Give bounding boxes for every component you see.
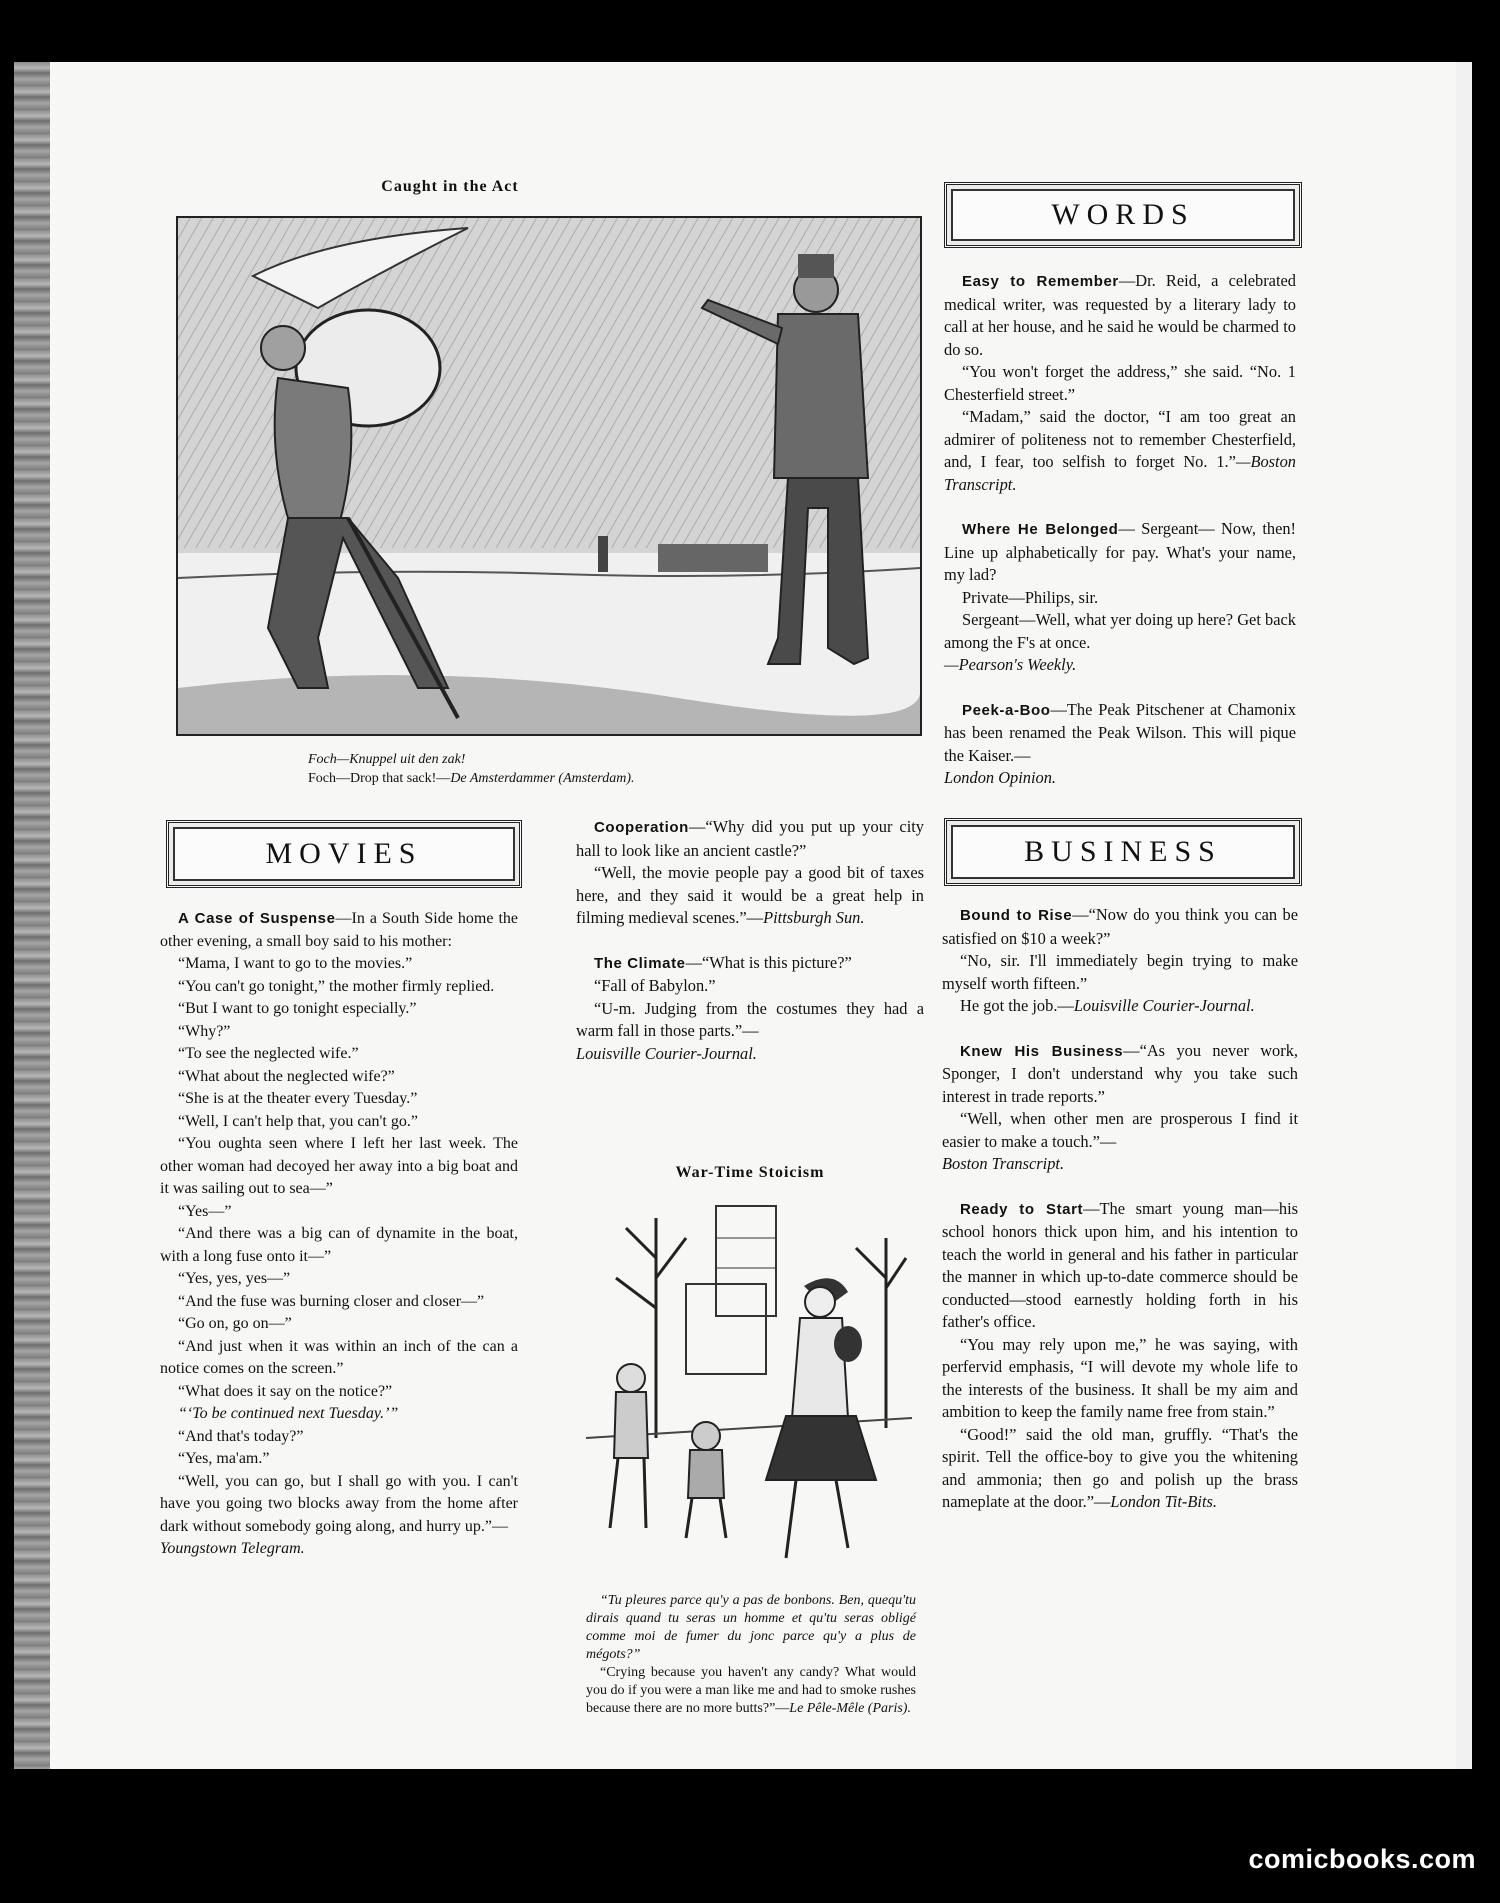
article-text: “Yes, ma'am.” xyxy=(178,1450,270,1467)
article-text: “No, sir. I'll immediately begin trying to make myself worth fifteen.” xyxy=(942,951,1298,993)
article-text: —The Peak Pitschener at Chamonix has been renamed the Peak Wilson. This will pique the Kaiser.— xyxy=(944,699,1296,765)
article-title: Where He Belonged xyxy=(962,521,1119,538)
article-title: Peek-a-Boo xyxy=(962,701,1051,719)
article-text: “Well, when other men are prosperous I find it easier to make a touch.”— xyxy=(942,1109,1298,1151)
page-edge-right xyxy=(1456,62,1472,1769)
article-text: “Well, you can go, but I shall go with you. I can't have you going two blocks away from the home after dark without somebody going along, and hurry up.”— xyxy=(160,1472,518,1535)
article-text: “Well, the movie people pay a good bit of taxes here, and they said it would be a great help in filming medieval scenes.”— xyxy=(576,863,924,927)
caption-english: Foch—Drop that sack!— xyxy=(308,771,451,786)
caption-french: “Tu pleures parce qu'y a pas de bonbons. Ben, quequ'tu dirais quand tu seras un homme et qu'tu seras obligé comme moi de fumer du jonc parce qu'y a plus de mégots?” xyxy=(586,1593,916,1662)
section-movies xyxy=(166,820,522,888)
caption-source: De Amsterdammer (Amsterdam). xyxy=(450,771,635,786)
article-text: “Go on, go on—” xyxy=(178,1315,292,1332)
article-text: “What about the neglected wife?” xyxy=(178,1067,395,1085)
article-source: Louisville Courier-Journal. xyxy=(1073,996,1255,1015)
cartoon-title: Caught in the Act xyxy=(381,178,519,195)
article-text: “And that's today?” xyxy=(178,1427,304,1445)
article-text: “Yes, yes, yes—” xyxy=(178,1270,291,1287)
article-text: “Why?” xyxy=(178,1022,231,1040)
article-text: — Sergeant— Now, then! Line up alphabetically for pay. What's your name, my lad? xyxy=(944,519,1296,584)
article-text: “But I want to go tonight especially.” xyxy=(178,1000,417,1017)
article-text: “You won't forget the address,” she said. “No. 1 Chesterfield street.” xyxy=(944,362,1296,404)
article-text: “To see the neglected wife.” xyxy=(178,1045,359,1062)
article-title: The Climate xyxy=(594,954,686,972)
article-source: —Pearson's Weekly. xyxy=(944,655,1077,674)
article-title: Easy to Remember xyxy=(962,273,1119,290)
article-text: He got the job.— xyxy=(960,996,1074,1015)
article-text: —“Now do you think you can be satisfied on $10 a week?” xyxy=(942,905,1298,948)
section-words xyxy=(944,182,1302,248)
cartoon-caught-in-the-act xyxy=(176,216,922,736)
article-text: —The smart young man—his school honors thick upon him, and his intention to teach the world in general and his father in particular the manner in which up-to-date commerce should be conducted—stood earnestly holding forth in his father's office. xyxy=(942,1198,1299,1331)
cartoon-illustration xyxy=(178,218,920,734)
article-text: “What does it say on the notice?” xyxy=(178,1382,393,1400)
article-title: Ready to Start xyxy=(960,1200,1084,1218)
article-text: —“As you never work, Sponger, I don't understand why you take such interest in trade reports.” xyxy=(942,1040,1298,1106)
article-text: —Dr. Reid, a celebrated medical writer, was requested by a literary lady to call at her house, and he said he would be charmed to do so. xyxy=(944,271,1296,359)
article-text: “Mama, I want to go to the movies.” xyxy=(178,955,413,972)
section-words-heading: WORDS xyxy=(1051,198,1195,231)
article-source: —Boston Transcript. xyxy=(944,452,1296,494)
book-spine-edge xyxy=(14,62,50,1769)
section-business xyxy=(944,818,1302,886)
article-source: London Tit-Bits. xyxy=(1110,1492,1217,1511)
article-text: “Madam,” said the doctor, “I am too great an admirer of politeness not to remember Chesterfield, and, I fear, too selfish to forget No. 1.” xyxy=(944,407,1296,471)
movies-column xyxy=(160,908,518,1561)
article-text: “Good!” said the old man, gruffly. “That's the spirit. Tell the office-boy to give you the whitening and ammonia; then go and polish up the brass nameplate at the door.”— xyxy=(942,1424,1298,1511)
article-text: Private—Philips, sir. xyxy=(962,587,1099,607)
section-business-heading: BUSINESS xyxy=(1024,835,1222,868)
article-text: “And there was a big can of dynamite in the boat, with a long fuse onto it—” xyxy=(160,1225,518,1265)
caption-dutch: Foch—Knuppel uit den zak! xyxy=(308,752,466,767)
magazine-page xyxy=(50,62,1456,1769)
article-text: “And the fuse was burning closer and closer—” xyxy=(178,1292,485,1310)
article-text: “Well, I can't help that, you can't go.” xyxy=(178,1112,418,1130)
article-source: Youngstown Telegram. xyxy=(160,1540,305,1557)
article-title: Bound to Rise xyxy=(960,907,1073,924)
article-source: Boston Transcript. xyxy=(942,1154,1065,1173)
business-column xyxy=(942,904,1298,1514)
article-text: “You oughta seen where I left her last week. The other woman had decoyed her away into a big boat and it was sailing out to sea—” xyxy=(160,1135,518,1197)
article-text: Sergeant—Well, what yer doing up here? Get back among the F's at once. xyxy=(944,610,1296,652)
caption-source: Le Pêle-Mêle (Paris). xyxy=(789,1701,911,1716)
cartoon-war-time-stoicism xyxy=(586,1198,912,1584)
article-text: “U-m. Judging from the costumes they had a warm fall in those parts.”— xyxy=(576,998,924,1040)
article-text: —“Why did you put up your city hall to look like an ancient castle?” xyxy=(576,817,924,860)
words-column xyxy=(944,270,1296,790)
article-text: “And just when it was within an inch of the can a notice comes on the screen.” xyxy=(160,1337,518,1377)
section-movies-heading: MOVIES xyxy=(265,837,423,870)
article-text: “She is at the theater every Tuesday.” xyxy=(178,1090,418,1107)
article-source: Louisville Courier-Journal. xyxy=(576,1043,757,1063)
article-source: London Opinion. xyxy=(944,768,1057,787)
caption-english: “Crying because you haven't any candy? What would you do if you were a man like me and had to smoke rushes because there are no more butts?”— xyxy=(586,1665,916,1716)
article-title: Cooperation xyxy=(594,819,689,836)
article-title: A Case of Suspense xyxy=(178,910,336,927)
article-text: —In a South Side home the other evening, a small boy said to his mother: xyxy=(160,910,518,950)
watermark-text: comicbooks.com xyxy=(1248,1844,1476,1874)
middle-column xyxy=(576,816,924,1065)
cartoon-illustration xyxy=(586,1198,912,1584)
cartoon-title: War-Time Stoicism xyxy=(675,1164,825,1181)
article-text: “‘To be continued next Tuesday.’” xyxy=(178,1405,399,1422)
article-title: Knew His Business xyxy=(960,1042,1124,1060)
cartoon2-caption xyxy=(586,1592,916,1718)
article-text: “Yes—” xyxy=(178,1202,232,1220)
article-text: “Fall of Babylon.” xyxy=(594,976,716,995)
article-text: —“What is this picture?” xyxy=(685,952,852,972)
article-text: “You can't go tonight,” the mother firmly replied. xyxy=(178,977,495,995)
article-text: “You may rely upon me,” he was saying, with perfervid emphasis, “I will devote my whole life to the interests of the business. It shall be my aim and ambition to keep the family name free from stain.” xyxy=(942,1334,1298,1421)
article-source: Pittsburgh Sun. xyxy=(763,908,865,927)
cartoon-caption xyxy=(308,750,868,788)
